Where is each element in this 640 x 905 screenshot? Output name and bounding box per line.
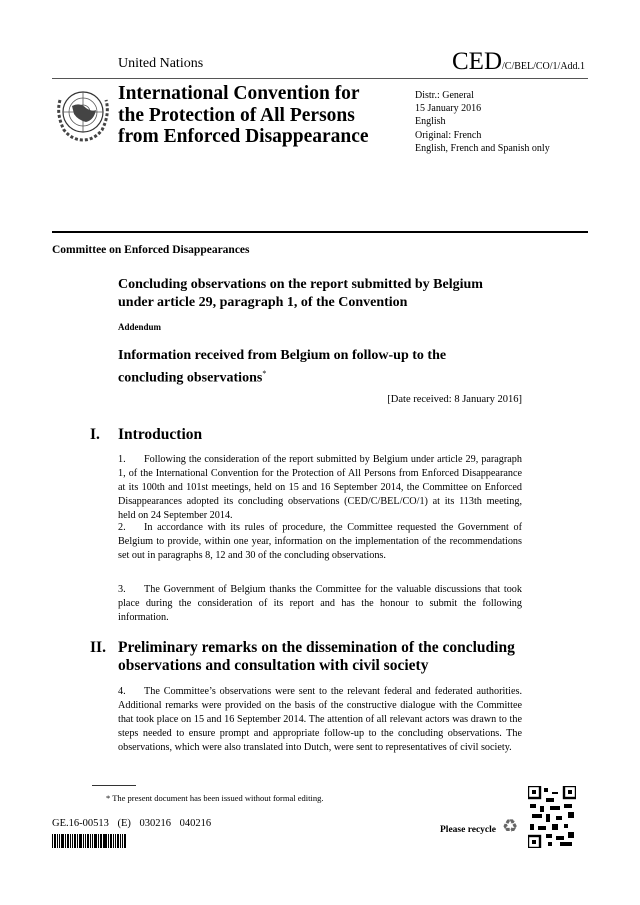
document-date: 15 January 2016 <box>415 103 482 115</box>
paragraph-number: 3. <box>118 584 126 595</box>
paragraph-number: 2. <box>118 522 126 533</box>
distribution-line: Distr.: General <box>415 90 474 101</box>
section-number: I. <box>90 426 100 443</box>
committee-name: Committee on Enforced Disappearances <box>52 244 250 256</box>
footnote-marker: * <box>262 368 267 378</box>
paragraph <box>118 521 522 563</box>
paragraph <box>118 453 522 523</box>
title-line: under article 29, paragraph 1, of the Convention <box>118 294 408 310</box>
header-rule <box>52 78 588 79</box>
qr-code-icon <box>528 786 576 848</box>
paragraph <box>118 583 522 625</box>
paragraph-text: Following the consideration of the report submitted by Belgium under article 29, paragraph 1, of the International Convention for the Protection of All Persons from Enforced Disappearance at its 100th and 101st meetings, held on 15 and 16 September 2014, the Committee on Enforced Disappearances adopted its concluding observations (CED/C/BEL/CO/1) at its 113th meeting, held on 24 September 2014. <box>118 454 522 521</box>
symbol-main: CED <box>452 48 502 75</box>
barcode-icon <box>52 834 127 848</box>
title-line: International Convention for <box>118 83 360 104</box>
recycle-icon: ♻ <box>502 816 519 836</box>
un-emblem-icon <box>52 82 114 144</box>
recycle-label: Please recycle <box>440 825 496 835</box>
document-symbol <box>452 48 585 76</box>
paragraph-text: In accordance with its rules of procedure, the Committee requested the Government of Belgium to provide, within one year, information on the implementation of the recommendations set out in paragraphs 8, 12 and 30 of the concluding observations. <box>118 522 522 561</box>
distribution-line: English, French and Spanish only <box>415 142 550 154</box>
footnote-rule <box>92 785 136 786</box>
paragraph-number: 4. <box>118 686 126 697</box>
section-title: Introduction <box>118 426 203 443</box>
date-received: [Date received: 8 January 2016] <box>387 394 522 405</box>
distribution-line: English <box>415 116 446 128</box>
title-line: concluding observations <box>118 370 263 386</box>
paragraph-text: The Committee’s observations were sent to the relevant federal and federated authorities. Additional remarks were provided on the basis of the constructive dialogue with the Committee that took place on 15 and 16 September 2014. The attention of all relevant actors was drawn to the steps needed to ensure prompt and appropriate follow-up to the concluding observations. The observations, which were also translated into Dutch, were sent to representatives of civil society. <box>118 686 522 753</box>
title-line: Concluding observations on the report submitted by Belgium <box>118 277 483 292</box>
section-title: Preliminary remarks on the dissemination of the concluding observations and consultation with civil society <box>118 639 515 674</box>
addendum-label: Addendum <box>118 322 162 332</box>
paragraph-number: 1. <box>118 454 126 465</box>
section-number: II. <box>90 639 106 656</box>
organization-name: United Nations <box>118 56 204 71</box>
distribution-block <box>415 89 550 155</box>
title-line: the Protection of All Persons <box>118 104 355 126</box>
title-line: from Enforced Disappearance <box>118 126 369 147</box>
symbol-suffix: /C/BEL/CO/1/Add.1 <box>502 61 586 72</box>
paragraph <box>118 685 522 755</box>
thick-rule <box>52 231 588 233</box>
subtitle <box>118 347 446 387</box>
distribution-line: Original: French <box>415 129 482 141</box>
job-number: GE.16-00513 (E) 030216 040216 <box>52 818 212 829</box>
convention-title <box>118 83 369 148</box>
paragraph-text: The Government of Belgium thanks the Committee for the valuable discussions that took place during the consideration of its report and has the honour to submit the following information. <box>118 584 522 623</box>
title-line: Information received from Belgium on follow-up to the <box>118 348 447 363</box>
footnote: * The present document has been issued without formal editing. <box>106 793 324 803</box>
document-title <box>118 276 483 311</box>
